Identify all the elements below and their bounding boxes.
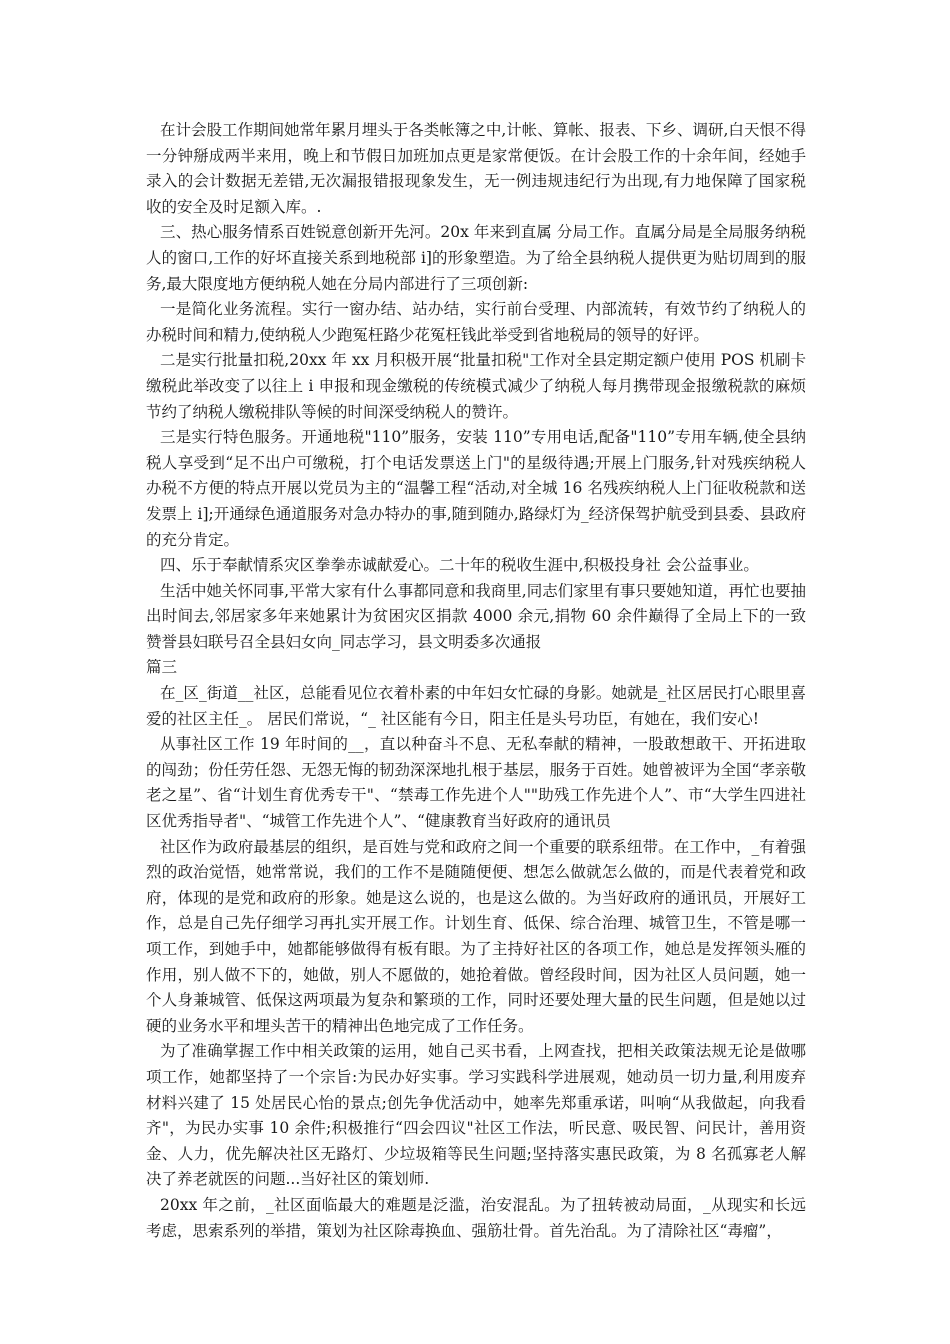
paragraph: 一是简化业务流程。实行一窗办结、站办结，实行前台受理、内部流转，有效节约了纳税人的办税时间和精力,使纳税人少跑冤枉路少花冤枉钱此举受到省地税局的领导的好评。 <box>146 300 806 344</box>
paragraph: 在计会股工作期间她常年累月埋头于各类帐簿之中,计帐、算帐、报表、下乡、调研,白天恨不得一分钟掰成两半来用，晚上和节假日加班加点更是家常便饭。在计会股工作的十余年间，经她手录入的会计数据无差错,无次漏报错报现象发生，无一例违规违纪行为出现,有力地保障了国家税收的安全及时足额入库。. <box>146 121 806 216</box>
paragraph: 三、热心服务情系百姓锐意创新开先河。20x 年来到直属 分局工作。直属分局是全局服务纳税人的窗口,工作的好坏直接关系到地税部 i]的形象塑造。为了给全县纳税人提供更为贴切周到的服务,最大限度地方便纳税人她在分局内部进行了三项创新: <box>146 223 806 293</box>
paragraph: 二是实行批量扣税,20xx 年 xx 月积极开展“批量扣税"工作对全县定期定额户使用 POS 机刷卡缴税此举改变了以往上 i 申报和现金缴税的传统模式减少了纳税人每月携带现金报缴税款的麻烦节约了纳税人缴税排队等候的时间深受纳税人的赞许。 <box>146 351 806 421</box>
paragraph: 生活中她关怀同事,平常大家有什么事都同意和我商里,同志们家里有事只要她知道，再忙也要抽出时间去,邻居家多年来她累计为贫困灾区捐款 4000 余元,捐物 60 余件巅得了全局上下的一致赞誉县妇联号召全县妇女向_同志学习，县文明委多次通报 <box>146 581 806 651</box>
document-body <box>146 118 806 1244</box>
paragraph: 四、乐于奉献情系灾区拳拳赤诚献爱心。二十年的税收生涯中,积极投身社 会公益事业。 <box>160 556 759 575</box>
paragraph: 为了准确掌握工作中相关政策的运用，她自己买书看，上网查找，把相关政策法规无论是做哪项工作，她都坚持了一个宗旨:为民办好实事。学习实践科学进展观，她动员一切力量,利用废弃材料兴建了 15 处居民心怡的景点;创先争优活动中，她率先郑重承诺，叫响“从我做起，向我看齐"，为民办实事 10 余件;积极推行“四会四议"社区工作法，听民意、吸民智、问民计，善用资金、人力，优先解决社区无路灯、少垃圾箱等民生问题;坚持落实惠民政策，为 8 名孤寡老人解决了养老就医的问题...当好社区的策划师. <box>146 1042 806 1189</box>
paragraph: 三是实行特色服务。开通地税"110”服务，安装 110”专用电话,配备"110”专用车辆,使全县纳税人享受到“足不出户可缴税，打个电话发票送上门"的星级待遇;开展上门服务,针对残疾纳税人办税不方便的特点开展以党员为主的“温馨工程“活动,对全城 16 名残疾纳税人上门征收税款和送发票上 i];开通绿色通道服务对急办特办的事,随到随办,路绿灯为_经济保驾护航受到县委、县政府的充分肯定。 <box>146 428 806 549</box>
paragraph: 从事社区工作 19 年时间的__，直以种奋斗不息、无私奉献的精神，一股敢想敢干、开拓进取的闯劲；份任劳任怨、无怨无悔的韧劲深深地扎根于基层，服务于百姓。她曾被评为全国“孝亲敬老之星”、省“计划生育优秀专干"、“禁毒工作先进个人""助残工作先进个人”、市“大学生四进社区优秀指导者"、“城管工作先进个人”、“健康教育当好政府的通讯员 <box>146 735 806 831</box>
paragraph: 在_区_街道__社区，总能看见位衣着朴素的中年妇女忙碌的身影。她就是_社区居民打心眼里喜爱的社区主任_。 居民们常说，“_ 社区能有今日，阳主任是头号功臣，有她在，我们安心! <box>146 684 806 728</box>
paragraph: 社区作为政府最基层的组织，是百姓与党和政府之间一个重要的联系纽带。在工作中，_有着强烈的政治觉悟，她常常说，我们的工作不是随随便便、想怎么做就怎么做的，而是代表着党和政府，体现的是党和政府的形象。她是这么说的，也是这么做的。为当好政府的通讯员，开展好工作，总是自己先仔细学习再扎实开展工作。计划生育、低保、综合治理、城管卫生，不管是哪一项工作，到她手中，她都能够做得有板有眼。为了主持好社区的各项工作，她总是发挥领头雁的作用，别人做不下的，她做，别人不愿做的，她抢着做。曾经段时间，因为社区人员问题，她一个人身兼城管、低保这两项最为复杂和繁琐的工作，同时还要处理大量的民生问题，但是她以过硬的业务水平和埋头苦干的精神出色地完成了工作任务。 <box>146 837 806 1035</box>
section-heading: 篇三 <box>146 658 178 677</box>
paragraph: 20xx 年之前，_社区面临最大的难题是泛滥，治安混乱。为了扭转被动局面，_从现实和长远考虑，思索系列的举措，策划为社区除毒换血、强筋壮骨。首先治乱。为了清除社区“毒瘤”， <box>146 1195 806 1240</box>
